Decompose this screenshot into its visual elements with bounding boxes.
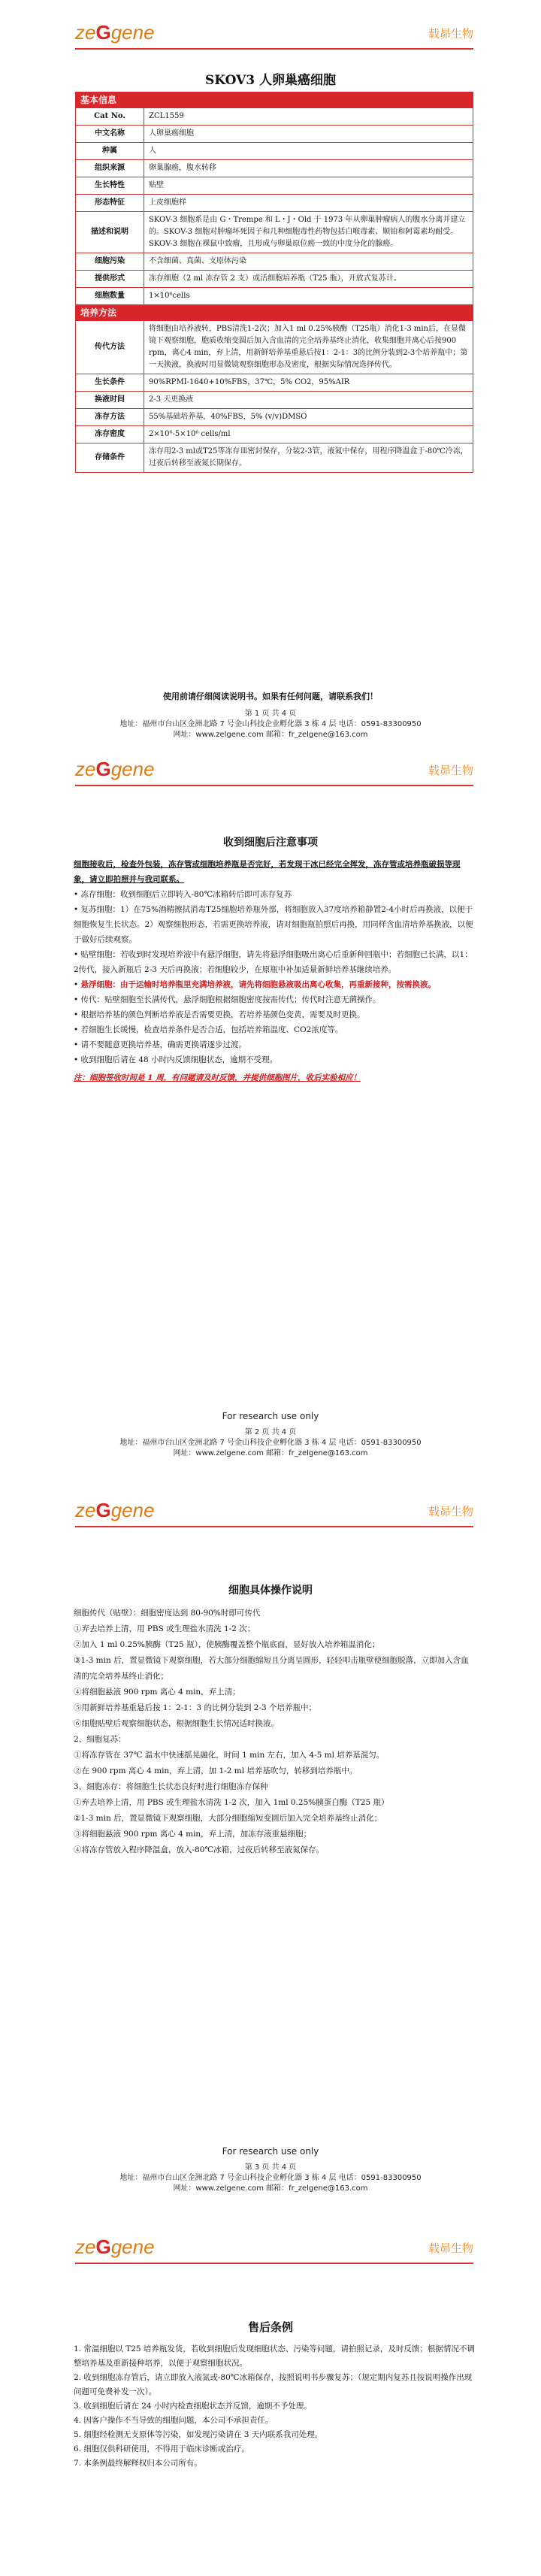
table-row [76, 108, 473, 126]
table-row [76, 253, 473, 271]
operation-steps [74, 1606, 475, 1858]
zelgene-logo: zeGgene [75, 2235, 155, 2258]
research-use-label: For research use only [222, 2146, 319, 2157]
page2-footer [0, 1411, 541, 1459]
row-value: 2×10⁶-5×10⁶ cells/ml [144, 426, 473, 443]
row-value: 冻存用2-3 ml或T25等冻存皿密封保存，分装2-3管，液氮中保存，用程序降温盒于-80℃冷冻，过夜后转移至液氮长期保存。 [144, 443, 473, 473]
footer-web: 网址：www.zelgene.com 邮箱：fr_zelgene@163.com [173, 1449, 368, 1458]
page4-header [75, 2232, 473, 2275]
table-row [76, 177, 473, 195]
footer-address: 地址：福州市台山区金洲北路 7 号金山科技企业孵化器 3 栋 4 层 电话：0591-83300950 [119, 2174, 422, 2182]
term-item: 4. 因客户操作不当导致的细胞问题，本公司不承担责任。 [74, 2416, 274, 2425]
row-label: 存储条件 [76, 443, 144, 473]
term-item: 6. 细胞仅供科研使用，不得用于临床诊断或治疗。 [74, 2444, 249, 2453]
row-label: 冻存方法 [76, 409, 144, 426]
row-label: 生长特性 [76, 177, 144, 195]
row-value: SKOV-3 细胞系是由 G・Trempe 和 L・J・Old 于 1973 年从卵巢肿瘤病人的腹水分离并建立的。SKOV-3 细胞对肿瘤坏死因子和几种细胞毒性药物包括白喉毒素、顺铂和阿霉素均耐受。SKOV-3 细胞在裸鼠中致瘤，且形成与卵巢原位癌一致的中度分化的腺癌。 [144, 212, 473, 253]
row-label: 提供形式 [76, 271, 144, 288]
product-title: SKOV3 人卵巢癌细胞 [204, 73, 337, 88]
table-row [76, 271, 473, 288]
page3-header [75, 1496, 473, 1538]
row-label: 中文名称 [76, 126, 144, 143]
term-item: 1. 常温细胞以 T25 培养瓶发货，若收到细胞后发现细胞状态、污染等问题，请拍照记录，及时反馈；根据情况不调整培养基及重新接种培养，以便于观察细胞状况。 [74, 2344, 475, 2368]
operation-title: 细胞具体操作说明 [228, 1585, 313, 1597]
table-row [76, 321, 473, 374]
section-heading-label: 基本信息 [76, 92, 473, 108]
row-label: 冻存密度 [76, 426, 144, 443]
row-label: 形态特征 [76, 195, 144, 212]
table-row [76, 288, 473, 305]
row-value: ZCL1559 [144, 108, 473, 126]
read-manual-note: 使用前请仔细阅读说明书。如果有任何问题，请联系我们！ [163, 692, 378, 701]
notice-item: • 传代：贴壁细胞至长满传代，悬浮细胞根据细胞密度按需传代；传代时注意无菌操作。 [74, 995, 381, 1004]
brand-name: 载昴生物 [428, 1505, 473, 1518]
term-item: 5. 细胞经检测无支原体等污染，如发现污染请在 3 天内联系我司处理。 [74, 2430, 323, 2439]
row-label: 生长条件 [76, 374, 144, 392]
notice-title: 收到细胞后注意事项 [223, 837, 318, 849]
operation-step: ②在 900 rpm 离心 4 min，弃上清，加 1-2 ml 培养基吹匀，转移到培养瓶中。 [74, 1766, 358, 1775]
operation-step: ①弃去培养上清，用 PBS 或生理盐水清洗 1-2 次，加入 1ml 0.25%胰蛋白酶（T25 瓶） [74, 1798, 389, 1807]
table-row [76, 212, 473, 253]
row-value: 人卵巢癌细胞 [144, 126, 473, 143]
footer-web: 网址：www.zelgene.com 邮箱：fr_zelgene@163.com [173, 2184, 368, 2193]
notice-item: • 根据培养基的颜色判断培养液是否需要更换，若培养基颜色变黄，需要及时更换。 [74, 1010, 365, 1019]
table-row [76, 426, 473, 443]
operation-step: 2、细胞复苏： [74, 1735, 126, 1744]
footer-address: 地址：福州市台山区金洲北路 7 号金山科技企业孵化器 3 栋 4 层 电话：0591-83300950 [119, 1439, 422, 1447]
operation-step: ③将细胞悬液 900 rpm 离心 4 min，弃上清，加冻存液重悬细胞； [74, 1830, 312, 1839]
signing-warning: 注：细胞签收时间是 1 周，有问题请及时反馈，并提供细胞图片，收后实验相应！ [74, 1073, 361, 1082]
row-label: 细胞污染 [76, 253, 144, 271]
brand-name: 载昴生物 [428, 764, 473, 777]
table-row [76, 409, 473, 426]
after-sales-terms [74, 2342, 475, 2471]
page2-header [75, 755, 473, 797]
row-value: 55%基础培养基，40%FBS，5% (v/v)DMSO [144, 409, 473, 426]
header-divider [75, 48, 473, 50]
row-value: 冻存细胞（2 ml 冻存管 2 支）或活细胞培养瓶（T25 瓶），开放式复苏计。 [144, 271, 473, 288]
row-value: 将细胞由培养液转，PBS清洗1-2次；加入1 ml 0.25%胰酶（T25瓶）消化1-3 min后，在显微镜下观察细胞，胞质收缩变圆后加入含血清的完全培养基终止消化，收集细胞并离心后按900 rpm，离心4 min，弃上清，用新鲜培养基重悬后按1：2-1：3的比例分装到2-3个培养瓶中；第一天换液，换液时用显微镜观察细胞形态及密度，根据实际情况选择传代。 [144, 321, 473, 374]
row-label: 传代方法 [76, 321, 144, 374]
zelgene-logo: zeGgene [75, 1499, 155, 1521]
research-use-label: For research use only [222, 1411, 319, 1421]
table-row [76, 374, 473, 392]
table-row [76, 392, 473, 409]
row-value: 上皮细胞样 [144, 195, 473, 212]
table-row [76, 160, 473, 177]
table-row [76, 143, 473, 160]
row-label: 组织来源 [76, 160, 144, 177]
page-number: 第 2 页 共 4 页 [244, 1428, 297, 1436]
operation-step: ②1-3 min 后，置显微镜下观察细胞，大部分细胞缩短变圆后加入完全培养基终止消化； [74, 1814, 382, 1823]
header-divider [75, 2263, 473, 2264]
brand-name: 载昴生物 [428, 2242, 473, 2255]
table-row [76, 126, 473, 143]
page3-footer [0, 2146, 541, 2194]
row-value: 1×10⁶cells [144, 288, 473, 305]
footer-address: 地址：福州市台山区金洲北路 7 号金山科技企业孵化器 3 栋 4 层 电话：0591-83300950 [119, 720, 422, 728]
row-label: 种属 [76, 143, 144, 160]
notice-list [74, 857, 475, 1085]
header-divider [75, 1526, 473, 1527]
row-label: 细胞数量 [76, 288, 144, 305]
after-sales-title: 售后条例 [247, 2320, 293, 2334]
operation-step: ②加入 1 ml 0.25%胰酶（T25 瓶），使胰酶覆盖整个瓶底面，显好放入培养箱温消化； [74, 1640, 380, 1649]
notice-item: • 收到细胞后请在 48 小时内反馈细胞状态，逾期不受理。 [74, 1055, 278, 1064]
operation-step: ③1-3 min 后，置显微镜下观察细胞，若大部分细胞缩短且分离呈圆形，轻轻叩击瓶壁使细胞脱落，立即加入含血清的完全培养基终止消化； [74, 1656, 469, 1681]
row-value: 卵巢腺癌，腹水转移 [144, 160, 473, 177]
operation-step: ⑥细胞贴壁后观察细胞状态，根据细胞生长情况适时换液。 [74, 1719, 279, 1728]
operation-step: ①弃去培养上清，用 PBS 或生理盐水清洗 1-2 次； [74, 1624, 255, 1633]
section-heading [76, 92, 473, 108]
term-item: 3. 收到细胞后请在 24 小时内检查细胞状态并反馈，逾期不予处理。 [74, 2402, 312, 2411]
brand-name: 载昴生物 [428, 27, 473, 41]
row-value: 人 [144, 143, 473, 160]
page-number: 第 1 页 共 4 页 [244, 710, 297, 718]
zelgene-logo: zeGgene [75, 21, 155, 44]
row-label: Cat No. [76, 108, 144, 126]
operation-step: 3、细胞冻存：将细胞生长状态良好时进行细胞冻存保种 [74, 1782, 268, 1791]
page1-footer [0, 709, 541, 740]
notice-item: • 请不要随意更换培养基，确需更换请逐步过渡。 [74, 1040, 247, 1049]
header-divider [75, 785, 473, 786]
term-item: 2. 收到细胞冻存管后，请立即放入液氮或-80℃冰箱保存，按照说明书步骤复苏；（规定期内复苏且按说明操作出现问题可免费补发一次）。 [74, 2373, 473, 2396]
notice-item: • 若细胞生长缓慢，检查培养条件是否合适，包括培养箱温度、CO2浓度等。 [74, 1025, 343, 1034]
notice-item: • 贴壁细胞：若收到时发现培养液中有悬浮细胞，请先将悬浮细胞吸出离心后重新种回瓶中；若细胞已长满，以1：2传代，接入新瓶后 2-3 天后再换液；若细胞较少，在原瓶中补加适量新鲜培养基继续培养。 [74, 950, 473, 974]
row-label: 换液时间 [76, 392, 144, 409]
operation-step: ④将冻存管放入程序降温盒，放入-80℃冰箱，过夜后转移至液氮保存。 [74, 1845, 325, 1854]
footer-web: 网址：www.zelgene.com 邮箱：fr_zelgene@163.com [173, 731, 368, 739]
table-row [76, 443, 473, 473]
operation-step: ④将细胞悬液 900 rpm 离心 4 min，弃上清； [74, 1688, 240, 1697]
zelgene-logo: zeGgene [75, 758, 155, 780]
operation-step: ①将冻存管在 37℃ 温水中快速摇晃融化，时间 1 min 左右，加入 4-5 ml 培养基混匀。 [74, 1751, 385, 1760]
page1-header [75, 18, 473, 60]
row-value: 不含细菌、真菌、支原体污染 [144, 253, 473, 271]
notice-item: • 复苏细胞：1）在75%酒精擦拭消毒T25细胞培养瓶外部，将细胞放入37度培养箱静置2-4小时后再换液，以便于细胞恢复生长状态。2）观察细胞形态，若需更换培养液，请对细胞瓶拍照后再换，用同样含血清培养基换液，以便于做好后续观察。 [74, 905, 473, 944]
section-heading-label: 培养方法 [76, 305, 473, 321]
table-row [76, 195, 473, 212]
row-label: 描述和说明 [76, 212, 144, 253]
operation-step: 细胞传代（贴壁）：细胞密度达到 80-90%时即可传代 [74, 1609, 261, 1618]
product-info-table [75, 92, 473, 473]
term-item: 7. 本条例最终解释权归本公司所有。 [74, 2459, 202, 2468]
notice-item: 细胞接收后，检查外包装，冻存管或细胞培养瓶是否完好，若发现干冰已经完全挥发，冻存管或培养瓶破损等现象，请立即拍照并与我司联系。 [74, 860, 461, 884]
operation-step: ⑤用新鲜培养基重悬后按 1：2-1：3 的比例分装到 2-3 个培养瓶中； [74, 1703, 317, 1712]
notice-item: • 悬浮细胞：由于运输时培养瓶里充满培养液，请先将细胞悬液吸出离心收集，再重新接种，按需换液。 [74, 980, 437, 989]
section-heading [76, 305, 473, 321]
notice-item: • 冻存细胞：收到细胞后立即转入-80℃冰箱转后即可冻存复苏 [74, 890, 292, 899]
row-value: 贴壁 [144, 177, 473, 195]
page-number: 第 3 页 共 4 页 [244, 2163, 297, 2172]
row-value: 2-3 天更换液 [144, 392, 473, 409]
row-value: 90%RPMI-1640+10%FBS，37℃，5% CO2，95%AIR [144, 374, 473, 392]
